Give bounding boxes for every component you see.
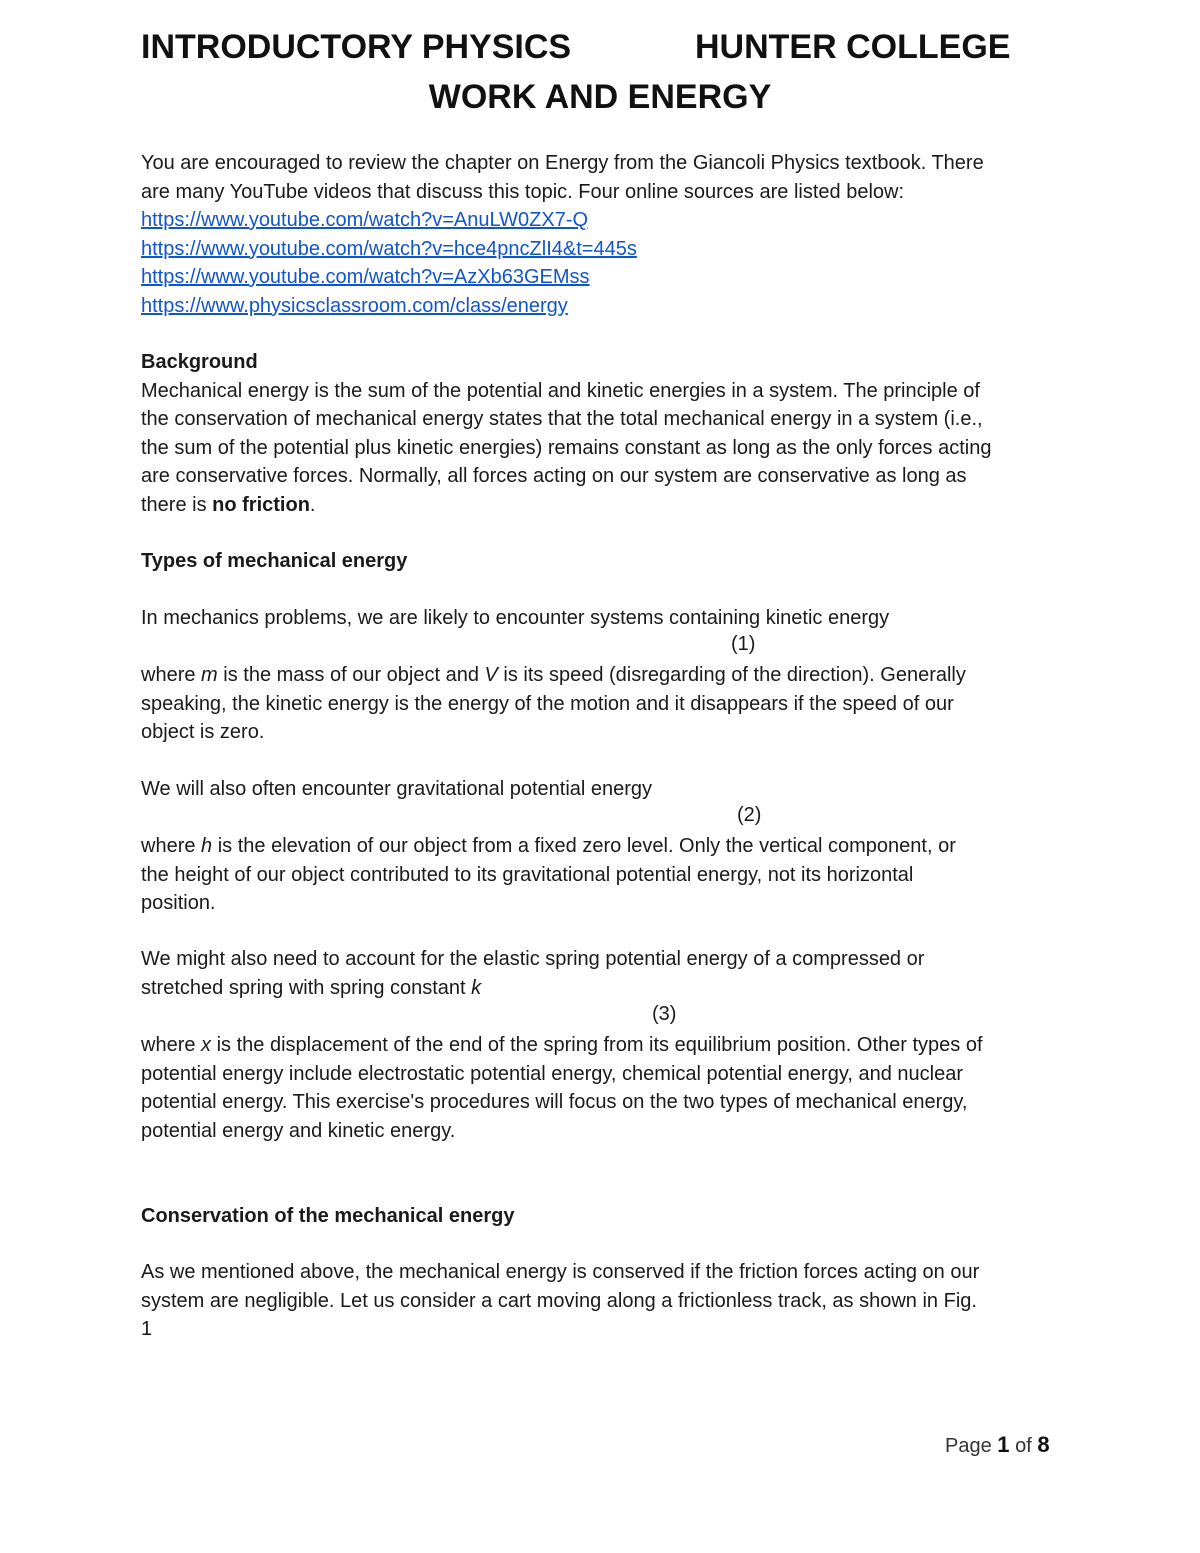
background-heading: Background bbox=[141, 351, 258, 373]
kinetic-intro: In mechanics problems, we are likely to encounter systems containing kinetic energy bbox=[141, 607, 890, 629]
kinetic-explanation: where m is the mass of our object and V is its speed (disregarding of the direction). Generally speaking, the kinetic energy is the energy of the motion and it disappears if the speed of our object is zero. bbox=[141, 664, 966, 743]
college-name: HUNTER COLLEGE bbox=[695, 28, 1011, 66]
physicsclassroom-link[interactable]: https://www.physicsclassroom.com/class/energy bbox=[141, 294, 568, 317]
height-variable: h bbox=[201, 835, 213, 857]
conservation-paragraph: As we mentioned above, the mechanical energy is conserved if the friction forces acting on our system are negligible. Let us consider a cart moving along a frictionless track, as shown in Fig. 1 bbox=[141, 1261, 980, 1340]
page-indicator: Page 1 of 8 bbox=[945, 1432, 1050, 1457]
types-heading-block bbox=[141, 547, 1071, 576]
spring-constant-variable: k bbox=[471, 976, 482, 999]
background-line: Mechanical energy is the sum of the potential and kinetic energies in a system. The principle of bbox=[141, 379, 980, 402]
conservation-heading: Conservation of the mechanical energy bbox=[141, 1205, 515, 1227]
total-pages-number: 8 bbox=[1037, 1432, 1050, 1457]
intro-line: are many YouTube videos that discuss this topic. Four online sources are listed below: bbox=[141, 180, 905, 203]
mass-variable: m bbox=[201, 664, 218, 686]
equation-number-3: (3) bbox=[652, 1003, 677, 1025]
gravity-explanation: where h is the elevation of our object from a fixed zero level. Only the vertical component, or the height of our object contributed to its gravitational potential energy, not its horizontal position. bbox=[141, 835, 956, 914]
equation-number-2: (2) bbox=[737, 804, 762, 826]
background-line: the conservation of mechanical energy states that the total mechanical energy in a system (i.e., bbox=[141, 408, 983, 430]
background-section bbox=[141, 348, 1071, 519]
current-page-number: 1 bbox=[997, 1432, 1010, 1457]
background-last-line: there is no friction. bbox=[141, 493, 316, 516]
conservation-heading-block bbox=[141, 1202, 1071, 1231]
spring-intro: We might also need to account for the elastic spring potential energy of a compressed or stretched spring with spring constant k bbox=[141, 948, 925, 999]
types-heading: Types of mechanical energy bbox=[141, 550, 408, 572]
intro-paragraph bbox=[141, 149, 1071, 320]
no-friction-emphasis: no friction bbox=[212, 493, 310, 516]
equation-number-1: (1) bbox=[731, 633, 756, 655]
speed-variable: V bbox=[484, 664, 498, 686]
background-line: the sum of the potential plus kinetic energies) remains constant as long as the only forces acting bbox=[141, 436, 992, 459]
spring-explanation: where x is the displacement of the end of the spring from its equilibrium position. Other types of potential energy include electrostatic potential energy, chemical potential energy, and nuclear potential energy. This exercise's procedures will focus on the two types of mechanical energy, potential energy and kinetic energy. bbox=[141, 1034, 983, 1142]
youtube-link-1[interactable]: https://www.youtube.com/watch?v=AnuLW0ZX7-Q bbox=[141, 209, 589, 231]
background-line: are conservative forces. Normally, all forces acting on our system are conservative as long as bbox=[141, 465, 967, 487]
youtube-link-2[interactable]: https://www.youtube.com/watch?v=hce4pncZlI4&t=445s bbox=[141, 237, 637, 260]
displacement-variable: x bbox=[201, 1034, 212, 1056]
youtube-link-3[interactable]: https://www.youtube.com/watch?v=AzXb63GEMss bbox=[141, 266, 590, 288]
intro-line: You are encouraged to review the chapter on Energy from the Giancoli Physics textbook. There bbox=[141, 152, 984, 174]
course-title: INTRODUCTORY PHYSICS bbox=[141, 28, 572, 66]
page-title: WORK AND ENERGY bbox=[428, 78, 772, 116]
gravity-intro: We will also often encounter gravitational potential energy bbox=[141, 778, 653, 800]
